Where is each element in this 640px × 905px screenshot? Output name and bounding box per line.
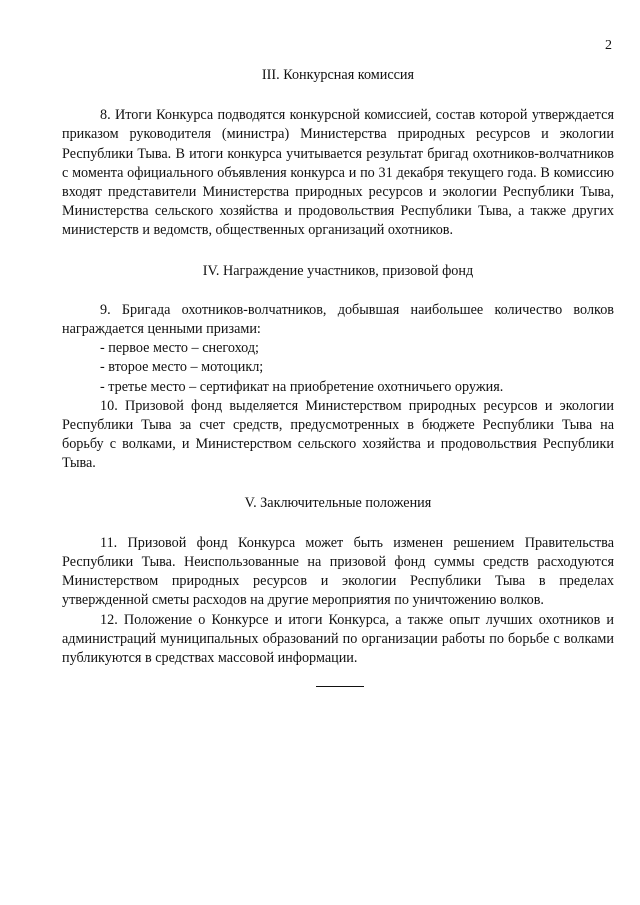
section-4-title: IV. Награждение участников, призовой фонд [202,262,474,279]
prize-first-place: - первое место – снегоход; [100,340,259,357]
page-number: 2 [605,38,612,53]
paragraph-9: 9. Бригада охотников-волчатников, добывшая наибольшее количество волков награждается ценными призами: [62,301,614,338]
section-5-title: V. Заключительные положения [244,494,432,511]
paragraph-11: 11. Призовой фонд Конкурса может быть изменен решением Правительства Республики Тыва. Неиспользованные на призовой фонд суммы средств расходуются Министерством природных ресурсов и экологии Республики Тыва в пределах утвержденной сметы расходов на другие мероприятия по уничтожению волков. [62,534,614,609]
prize-list [62,339,614,397]
document-body [62,66,614,668]
paragraph-10: 10. Призовой фонд выделяется Министерством природных ресурсов и экологии Республики Тыва за счет средств, предусмотренных в бюджете Республики Тыва на борьбу с волками, и Министерством сельского хозяйства и продовольствия Республики Тыва. [62,397,614,472]
paragraph-12: 12. Положение о Конкурсе и итоги Конкурса, а также опыт лучших охотников и администраций муниципальных образований по организации работы по борьбе с волками публикуются в средствах массовой информации. [62,611,614,667]
prize-third-place: - третье место – сертификат на приобретение охотничьего оружия. [100,378,504,395]
prize-second-place: - второе место – мотоцикл; [100,359,264,376]
section-3-title: III. Конкурсная комиссия [261,67,415,83]
paragraph-8: 8. Итоги Конкурса подводятся конкурсной комиссией, состав которой утверждается приказом руководителя (министра) Министерства природных ресурсов и экологии Республики Тыва. В итоги конкурса учитывается результат бригад охотников-волчатников с момента официального объявления конкурса и по 31 декабря текущего года. В комиссию входят представители Министерства природных ресурсов и экологии Республики Тыва, Министерства сельского хозяйства и продовольствия Республики Тыва, а также других министерств и ведомств, общественных организаций охотников. [62,107,614,239]
end-of-document-rule [316,686,364,687]
